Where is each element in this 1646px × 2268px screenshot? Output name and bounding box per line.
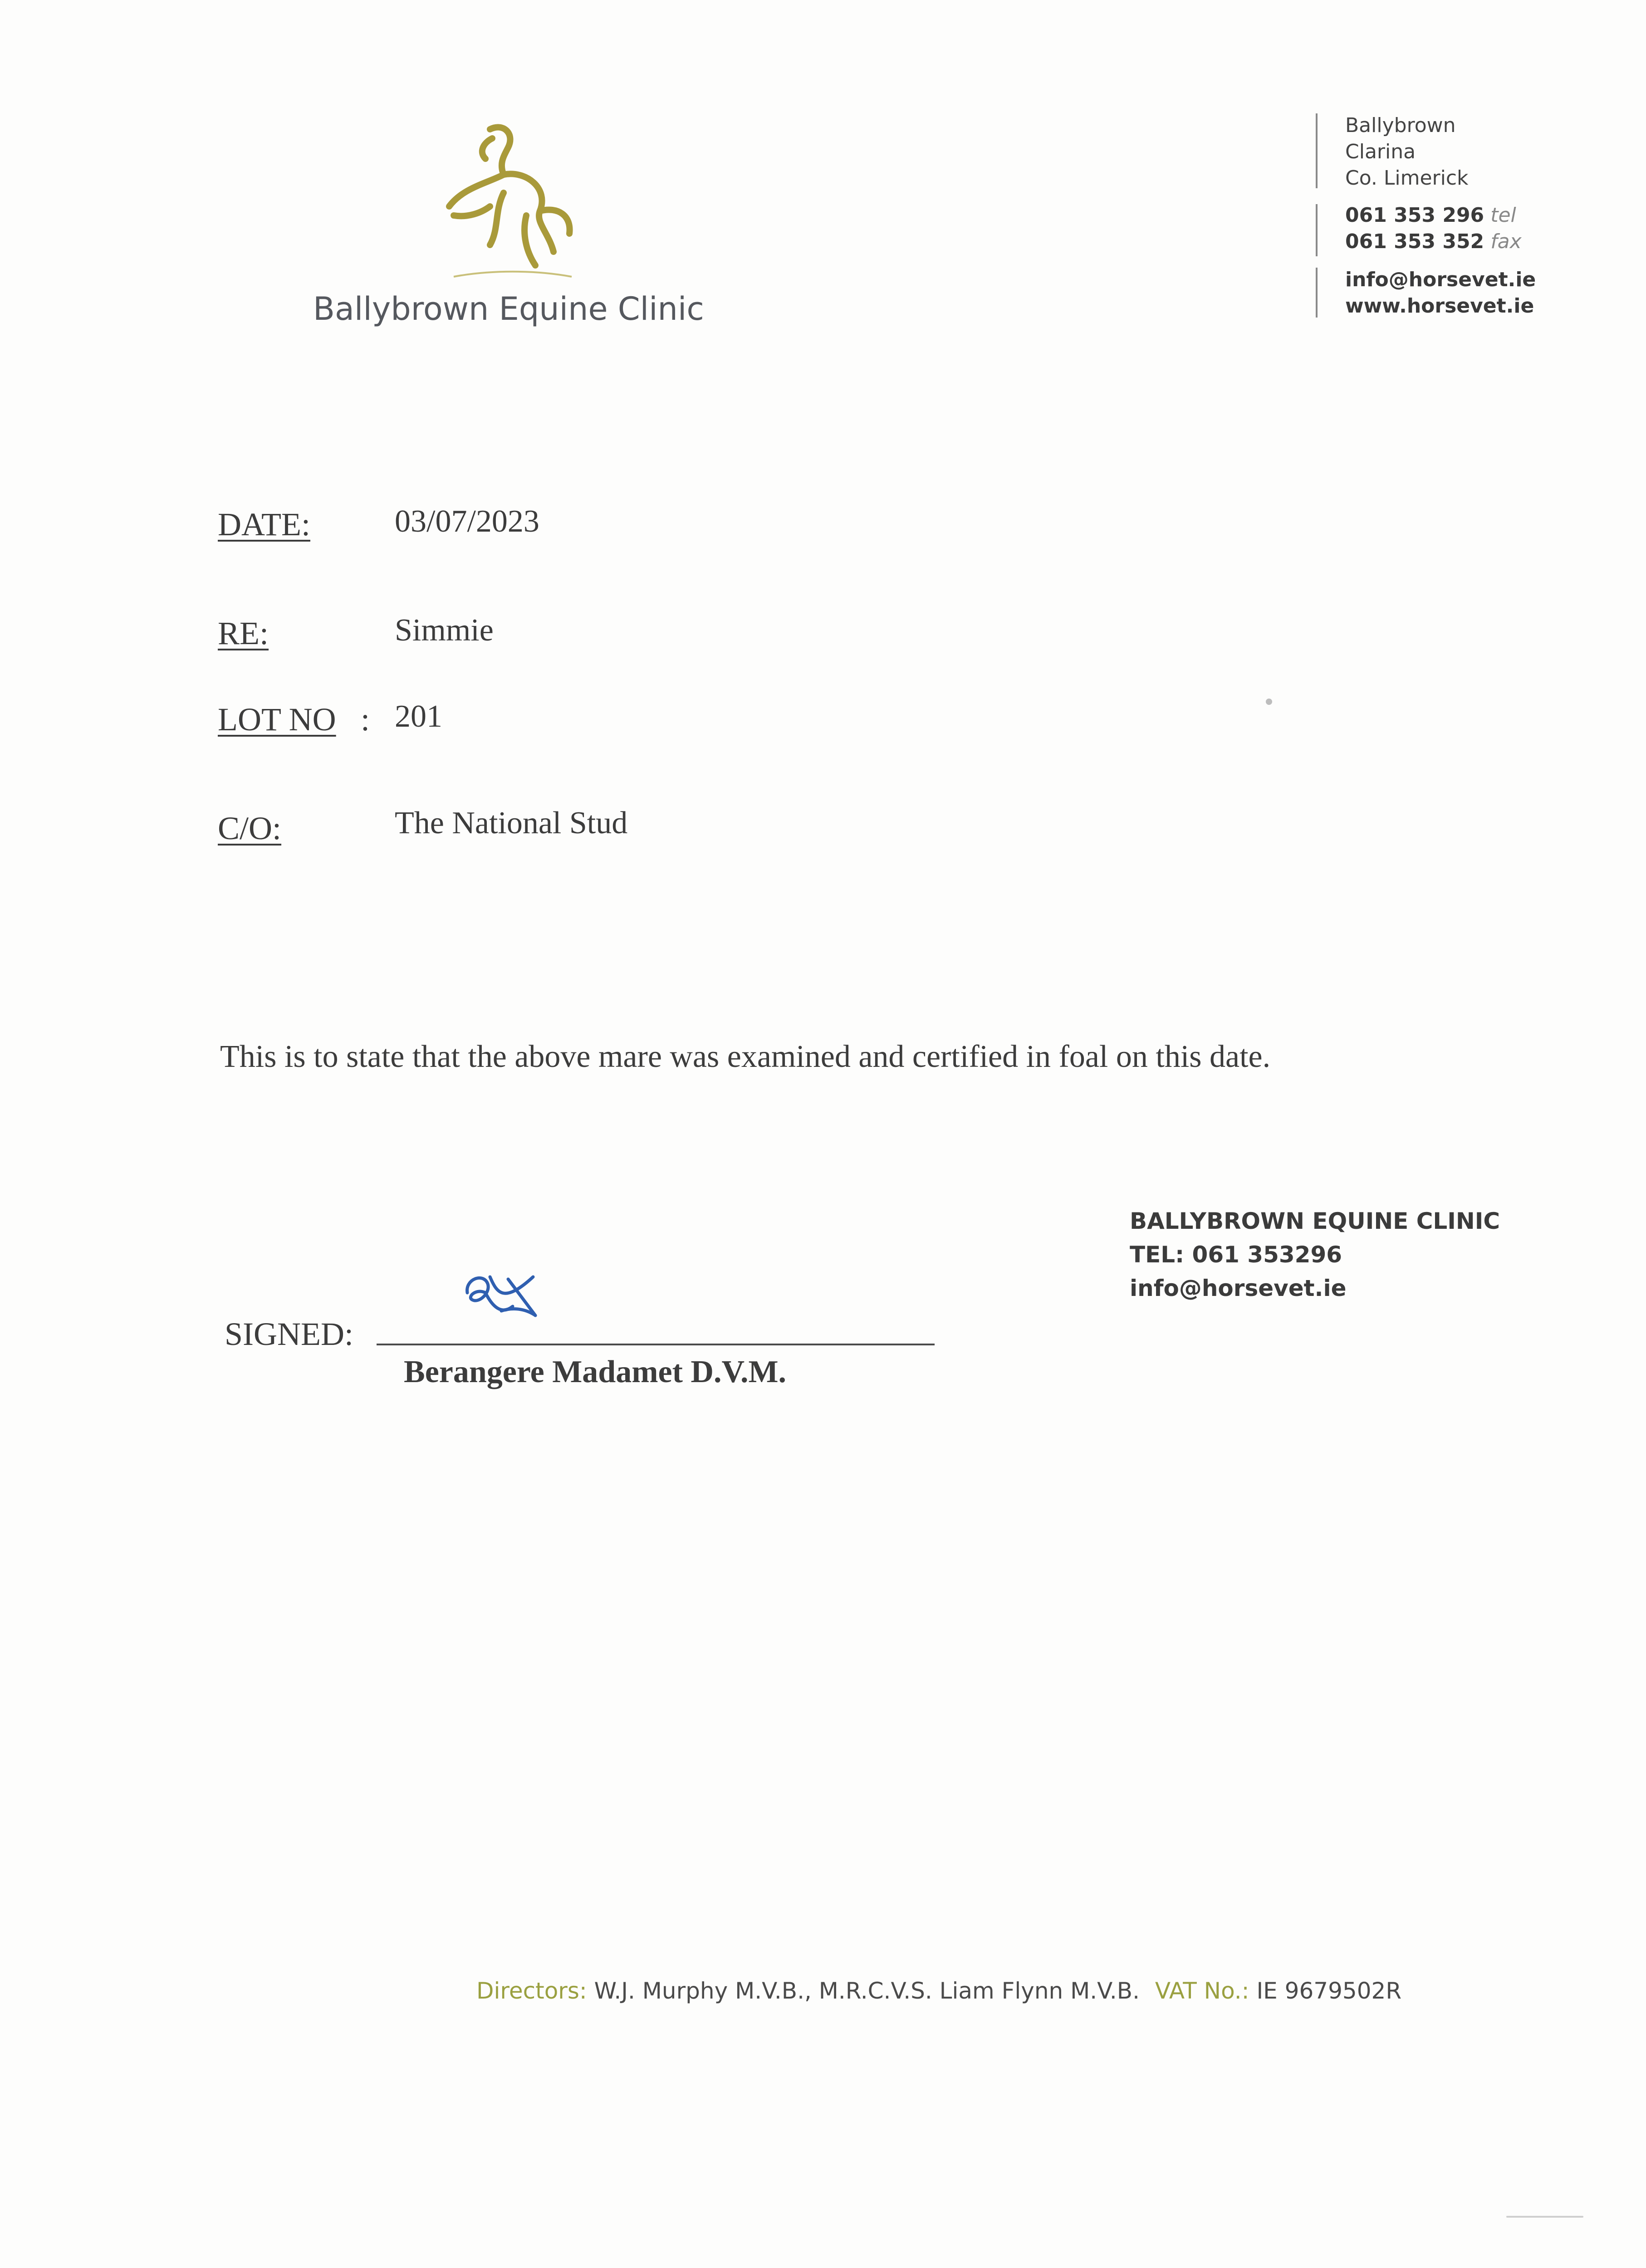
tel-suffix: tel (1490, 204, 1516, 227)
directors-names: W.J. Murphy M.V.B., M.R.C.V.S. Liam Flynn M.V.B. (594, 1978, 1140, 2004)
signer-name: Berangere Madamet D.V.M. (404, 1354, 787, 1389)
vat-number: IE 9679502R (1256, 1978, 1402, 2004)
fax-number: 061 353 352 (1345, 230, 1484, 253)
co-value: The National Stud (395, 806, 628, 841)
lot-value: 201 (395, 699, 442, 734)
stamp-line-1: BALLYBROWN EQUINE CLINIC (1130, 1208, 1500, 1234)
clinic-stamp (1130, 1204, 1500, 1305)
directors-label: Directors: (476, 1978, 587, 2004)
contact-divider (1316, 268, 1318, 318)
clinic-name: Ballybrown Equine Clinic (313, 290, 704, 327)
signed-label: SIGNED: (225, 1316, 353, 1352)
phone-block (1345, 202, 1522, 255)
co-label: C/O: (218, 810, 282, 846)
website-link[interactable]: www.horsevet.ie (1345, 294, 1534, 318)
re-value: Simmie (395, 613, 494, 648)
signature-line (377, 1344, 935, 1345)
lot-label: LOT NO (218, 701, 336, 738)
stamp-line-2: TEL: 061 353296 (1130, 1242, 1342, 1268)
lot-colon: : (361, 701, 370, 738)
contact-block (1345, 267, 1536, 319)
vat-label: VAT No.: (1155, 1978, 1249, 2004)
handwritten-signature (458, 1266, 544, 1329)
phone-divider (1316, 204, 1318, 256)
rearing-horse-logo (436, 120, 581, 284)
scan-mark (1506, 2216, 1583, 2218)
address-line-2: Clarina (1345, 140, 1416, 163)
date-value: 03/07/2023 (395, 504, 539, 539)
address-divider (1316, 113, 1318, 188)
footer (476, 1978, 1401, 2004)
address-line-1: Ballybrown (1345, 114, 1456, 137)
tel-number: 061 353 296 (1345, 204, 1484, 227)
re-label: RE: (218, 615, 269, 651)
certification-statement: This is to state that the above mare was examined and certified in foal on this date. (220, 1039, 1271, 1074)
email-link[interactable]: info@horsevet.ie (1345, 268, 1536, 291)
stamp-line-3: info@horsevet.ie (1130, 1275, 1347, 1301)
fax-suffix: fax (1490, 230, 1522, 253)
date-label: DATE: (218, 506, 310, 543)
address-line-3: Co. Limerick (1345, 166, 1469, 190)
address-block (1345, 112, 1469, 191)
scan-speck (1266, 699, 1272, 705)
